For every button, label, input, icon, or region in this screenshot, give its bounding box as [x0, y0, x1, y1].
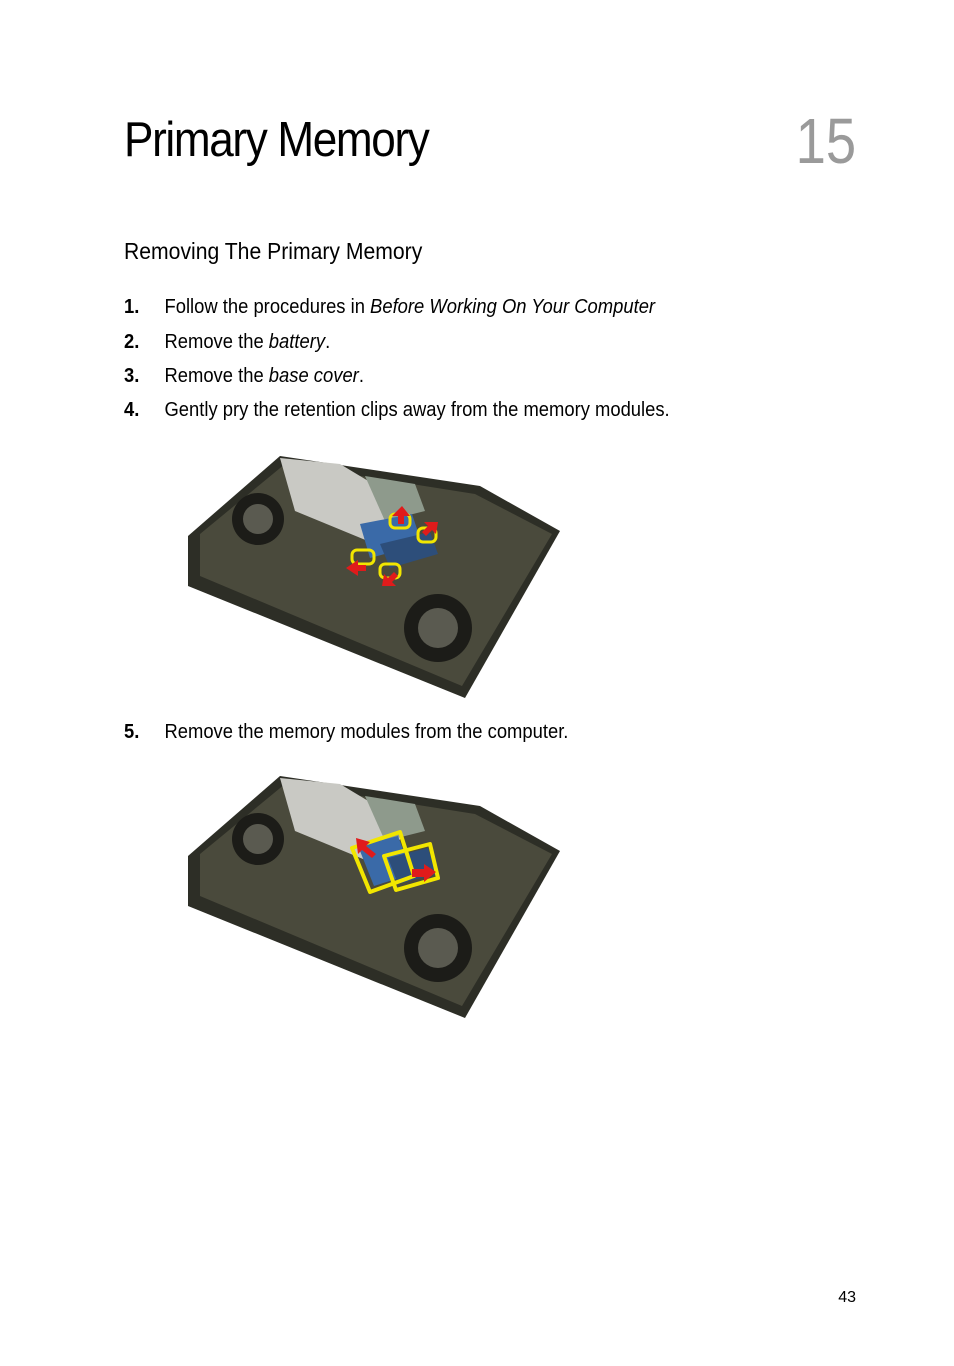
step-link[interactable]: Before Working On Your Computer — [370, 296, 656, 318]
step-4 — [124, 398, 670, 422]
step-text: Remove the — [164, 331, 269, 353]
step-2 — [124, 330, 330, 354]
step-5 — [124, 720, 568, 744]
step-text: Remove the — [164, 365, 269, 387]
step-number: 1. — [124, 296, 140, 318]
figure-remove-modules — [180, 756, 570, 1024]
step-number: 5. — [124, 721, 140, 743]
section-heading: Removing The Primary Memory — [124, 238, 423, 264]
step-1 — [124, 295, 655, 319]
step-number: 4. — [124, 399, 140, 421]
step-text-end: . — [358, 365, 364, 387]
step-text: Remove the memory modules from the computer. — [164, 721, 569, 743]
step-number: 2. — [124, 331, 140, 353]
step-3 — [124, 364, 364, 388]
step-number: 3. — [124, 365, 140, 387]
page-number: 43 — [838, 1289, 856, 1306]
chapter-title: Primary Memory — [124, 113, 429, 167]
chapter-number: 15 — [795, 105, 856, 177]
step-text-end: . — [325, 331, 331, 353]
figure-retention-clips — [180, 436, 570, 704]
step-link[interactable]: battery — [268, 331, 326, 353]
step-text: Follow the procedures in — [164, 296, 371, 318]
step-text: Gently pry the retention clips away from the memory modules. — [164, 399, 670, 421]
step-link[interactable]: base cover — [268, 365, 359, 387]
